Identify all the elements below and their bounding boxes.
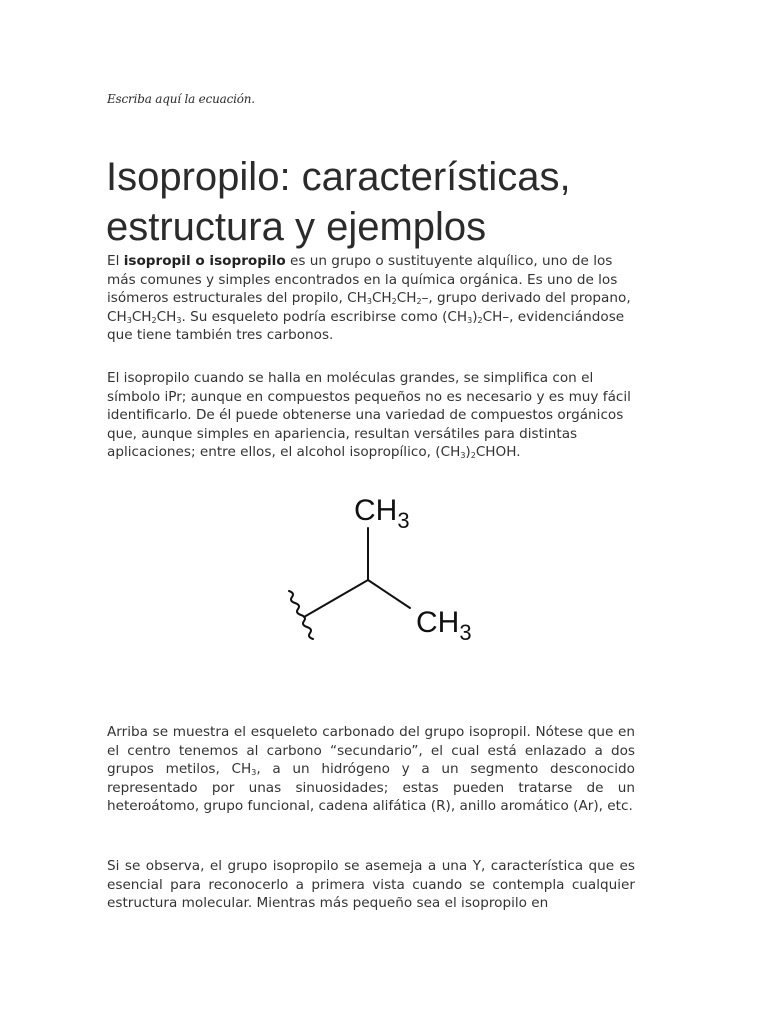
intro-paragraph: El isopropil o isopropilo es un grupo o sustituyente alquílico, uno de los más comunes y simples encontrados en la química orgánica. Es uno de los isómeros estructurales del propilo, $CH_3CH_2CH_2-$, grupo derivado del propano, $CH_3CH_2CH_3$. Su esqueleto podría escribirse como $(CH_3)_2CH-$, evidenciándose que tiene también tres carbonos. (107, 253, 631, 343)
methyl-label-top: $CH_3$ (354, 494, 410, 533)
methyl-label-right: $CH_3$ (416, 606, 472, 645)
usage-paragraph: El isopropilo cuando se halla en moléculas grandes, se simplifica con el símbolo iPr; aunque en compuestos pequeños no es necesario y es muy fácil identificarlo. De él puede obtenerse una variedad de compuestos orgánicos que, aunque simples en apariencia, resultan versátiles para distintas aplicaciones; entre ellos, el alcohol isopropílico, $(CH_3)_2CHOH$. (107, 370, 631, 460)
equation-placeholder[interactable]: Escriba aquí la ecuación. (107, 92, 255, 106)
isopropyl-term: isopropil o isopropilo (123, 253, 286, 269)
isopropyl-structure-diagram (270, 484, 510, 659)
page-title: Isopropilo: características, estructura y ejemplos (106, 155, 571, 249)
skeleton-paragraph: Arriba se muestra el esqueleto carbonado del grupo isopropil. Nótese que en el centro tenemos al carbono “secundario”, el cual está enlazado a dos grupos metilos, $CH_3$, a un hidrógeno y a un segmento desconocido representado por unas sinuosidades; estas pueden tratarse de un heteroátomo, grupo funcional, cadena alifática (R), anillo aromático (Ar), etc. (107, 724, 635, 814)
shape-paragraph: Si se observa, el grupo isopropilo se asemeja a una Y, característica que es esencial para reconocerlo a primera vista cuando se contempla cualquier estructura molecular. Mientras más pequeño sea el isopropilo en (107, 858, 635, 911)
bond-left (304, 580, 368, 617)
bond-right (368, 580, 410, 608)
